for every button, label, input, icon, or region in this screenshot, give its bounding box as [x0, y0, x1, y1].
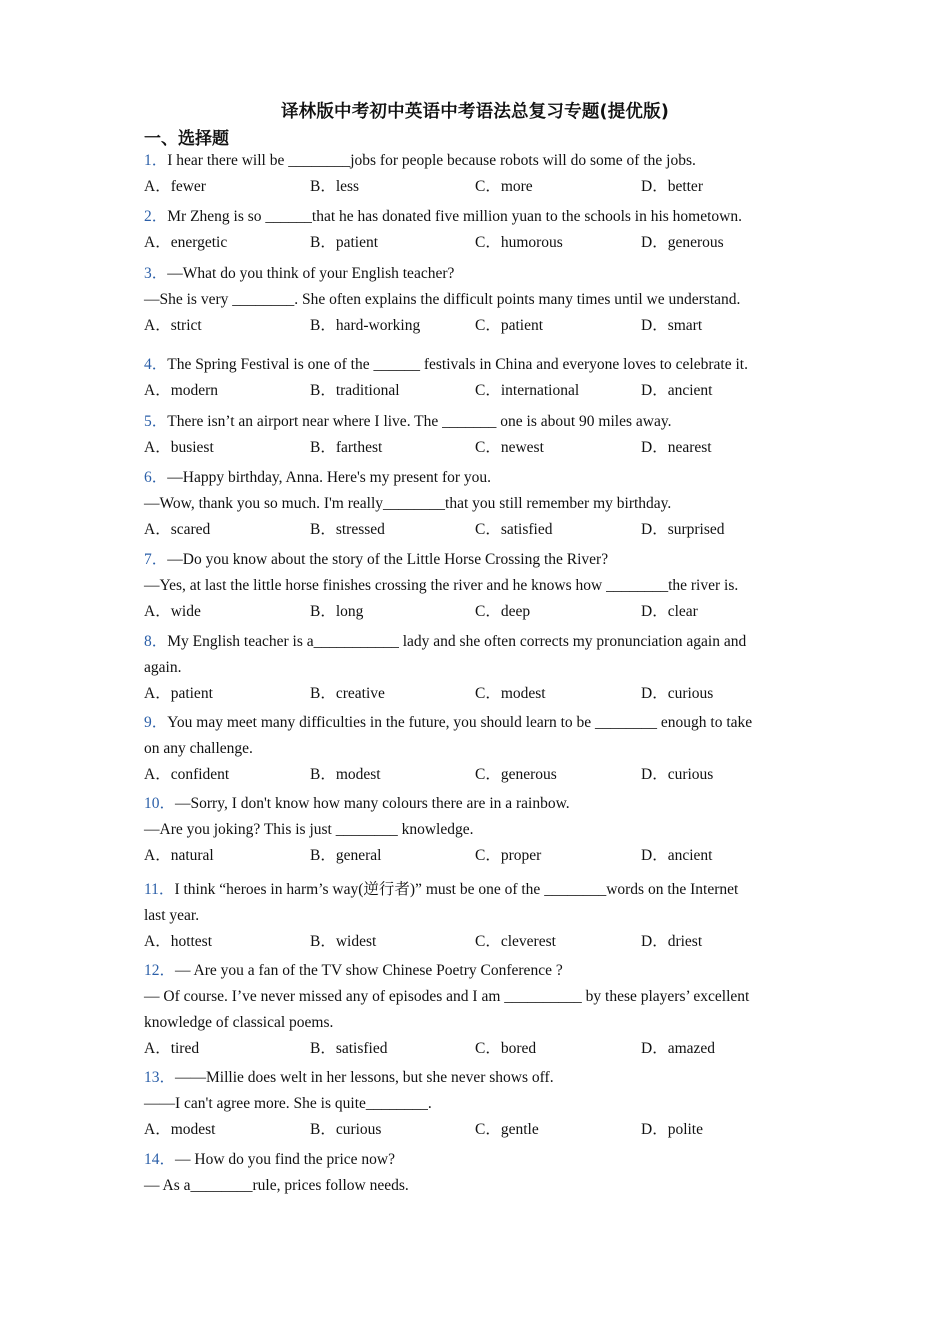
options-row — [144, 230, 812, 256]
option-b[interactable]: B．modest — [310, 766, 381, 783]
option-d[interactable]: D．better — [641, 178, 703, 195]
option-a[interactable]: A．hottest — [144, 933, 213, 950]
question-number: 6． — [144, 469, 168, 486]
question-number: 2． — [144, 208, 168, 225]
options-row — [144, 843, 812, 869]
question-number: 7． — [144, 551, 168, 568]
question-stem — [144, 877, 812, 903]
question-text-line: again. — [144, 659, 182, 676]
option-d[interactable]: D．surprised — [641, 521, 725, 538]
option-b[interactable]: B．satisfied — [310, 1040, 388, 1057]
option-d[interactable]: D．curious — [641, 766, 714, 783]
question-stem — [144, 791, 812, 817]
question-5 — [144, 409, 812, 461]
option-c[interactable]: C．deep — [475, 603, 531, 620]
question-text: —Sorry, I don't know how many colours there are in a rainbow. — [175, 795, 570, 812]
options-row — [144, 599, 812, 625]
question-text: — How do you find the price now? — [175, 1151, 395, 1168]
option-b[interactable]: B．long — [310, 603, 364, 620]
question-text: The Spring Festival is one of the ______ festivals in China and everyone loves to celebrate it. — [167, 356, 748, 373]
question-stem — [144, 710, 812, 736]
question-text-line: — As a________rule, prices follow needs. — [144, 1177, 409, 1194]
question-stem — [144, 1147, 812, 1173]
option-d[interactable]: D．ancient — [641, 847, 713, 864]
option-c[interactable]: C．humorous — [475, 234, 563, 251]
question-text-line: — Of course. I’ve never missed any of episodes and I am __________ by these players’ excellent — [144, 988, 750, 1005]
question-text-line: on any challenge. — [144, 740, 253, 757]
option-a[interactable]: A．fewer — [144, 178, 206, 195]
options-row — [144, 762, 812, 788]
option-b[interactable]: B．general — [310, 847, 382, 864]
question-text: —Do you know about the story of the Little Horse Crossing the River? — [167, 551, 609, 568]
question-text: My English teacher is a___________ lady and she often corrects my pronunciation again and — [167, 633, 747, 650]
question-number: 13． — [144, 1069, 176, 1086]
question-stem — [144, 148, 812, 174]
question-14 — [144, 1147, 812, 1199]
option-a[interactable]: A．modern — [144, 382, 219, 399]
question-stem — [144, 958, 812, 984]
question-8 — [144, 629, 812, 707]
question-text: ——Millie does welt in her lessons, but she never shows off. — [175, 1069, 554, 1086]
question-text-line: —She is very ________. She often explains the difficult points many times until we understand. — [144, 291, 741, 308]
question-number: 3． — [144, 265, 168, 282]
option-b[interactable]: B．stressed — [310, 521, 385, 538]
question-number: 5． — [144, 413, 168, 430]
option-b[interactable]: B．patient — [310, 234, 379, 251]
question-7 — [144, 547, 812, 625]
question-number: 8． — [144, 633, 168, 650]
option-a[interactable]: A．wide — [144, 603, 201, 620]
option-a[interactable]: A．energetic — [144, 234, 228, 251]
question-text-line: last year. — [144, 907, 200, 924]
option-a[interactable]: A．scared — [144, 521, 211, 538]
option-d[interactable]: D．curious — [641, 685, 714, 702]
question-stem — [144, 547, 812, 573]
question-text-line: —Wow, thank you so much. I'm really________that you still remember my birthday. — [144, 495, 672, 512]
option-d[interactable]: D．polite — [641, 1121, 703, 1138]
options-row — [144, 517, 812, 543]
options-row — [144, 1117, 812, 1143]
document-title: 译林版中考初中英语中考语法总复习专题(提优版) — [280, 102, 670, 122]
question-text: There isn’t an airport near where I live. The _______ one is about 90 miles away. — [167, 413, 672, 430]
option-c[interactable]: C．modest — [475, 685, 546, 702]
question-stem — [144, 1065, 812, 1091]
question-text: I think “heroes in harm’s way(逆行者)” must be one of the ________words on the Internet — [174, 881, 739, 898]
options-row — [144, 313, 812, 339]
option-a[interactable]: A．confident — [144, 766, 230, 783]
option-b[interactable]: B．curious — [310, 1121, 382, 1138]
question-number: 11． — [144, 881, 175, 898]
question-stem — [144, 409, 812, 435]
option-b[interactable]: B．widest — [310, 933, 377, 950]
option-d[interactable]: D．generous — [641, 234, 724, 251]
option-d[interactable]: D．amazed — [641, 1040, 716, 1057]
option-c[interactable]: C．generous — [475, 766, 557, 783]
option-c[interactable]: C．bored — [475, 1040, 537, 1057]
option-c[interactable]: C．cleverest — [475, 933, 556, 950]
question-3 — [144, 261, 812, 339]
option-b[interactable]: B．less — [310, 178, 360, 195]
question-10 — [144, 791, 812, 869]
option-d[interactable]: D．ancient — [641, 382, 713, 399]
options-row — [144, 1036, 812, 1062]
option-a[interactable]: A．strict — [144, 317, 202, 334]
question-text: I hear there will be ________jobs for people because robots will do some of the jobs. — [167, 152, 696, 169]
question-text: —What do you think of your English teacher? — [167, 265, 455, 282]
question-text-line: ——I can't agree more. She is quite________. — [144, 1095, 432, 1112]
option-c[interactable]: C．proper — [475, 847, 542, 864]
option-c[interactable]: C．newest — [475, 439, 544, 456]
option-c[interactable]: C．patient — [475, 317, 544, 334]
question-text: Mr Zheng is so ______that he has donated five million yuan to the schools in his hometown. — [167, 208, 742, 225]
question-stem — [144, 204, 812, 230]
question-number: 10． — [144, 795, 176, 812]
question-text-line: —Are you joking? This is just ________ knowledge. — [144, 821, 474, 838]
question-stem — [144, 629, 812, 655]
question-11 — [144, 877, 812, 955]
option-c[interactable]: C．satisfied — [475, 521, 553, 538]
option-b[interactable]: B．traditional — [310, 382, 400, 399]
question-9 — [144, 710, 812, 788]
question-6 — [144, 465, 812, 543]
question-number: 14． — [144, 1151, 176, 1168]
question-text-line: —Yes, at last the little horse finishes crossing the river and he knows how ________the river is. — [144, 577, 739, 594]
question-stem — [144, 261, 812, 287]
option-b[interactable]: B．farthest — [310, 439, 383, 456]
option-b[interactable]: B．hard-working — [310, 317, 421, 334]
question-text: —Happy birthday, Anna. Here's my present for you. — [167, 469, 492, 486]
question-text: You may meet many difficulties in the future, you should learn to be ________ enough to take — [167, 714, 753, 731]
question-stem — [144, 352, 812, 378]
option-d[interactable]: D．nearest — [641, 439, 712, 456]
option-a[interactable]: A．busiest — [144, 439, 214, 456]
option-c[interactable]: C．international — [475, 382, 580, 399]
option-d[interactable]: D．driest — [641, 933, 703, 950]
option-a[interactable]: A．patient — [144, 685, 213, 702]
question-number: 12． — [144, 962, 176, 979]
options-row — [144, 378, 812, 404]
question-stem — [144, 465, 812, 491]
options-row — [144, 174, 812, 200]
question-number: 9． — [144, 714, 168, 731]
option-c[interactable]: C．gentle — [475, 1121, 539, 1138]
question-13 — [144, 1065, 812, 1143]
options-row — [144, 929, 812, 955]
option-d[interactable]: D．smart — [641, 317, 703, 334]
question-4 — [144, 352, 812, 404]
options-row — [144, 681, 812, 707]
options-row — [144, 435, 812, 461]
question-number: 4． — [144, 356, 168, 373]
section-heading: 一、选择题 — [144, 129, 229, 149]
option-a[interactable]: A．natural — [144, 847, 214, 864]
question-text: — Are you a fan of the TV show Chinese Poetry Conference ? — [175, 962, 563, 979]
option-a[interactable]: A．tired — [144, 1040, 200, 1057]
question-number: 1． — [144, 152, 168, 169]
option-c[interactable]: C．more — [475, 178, 533, 195]
option-d[interactable]: D．clear — [641, 603, 698, 620]
question-12 — [144, 958, 812, 1062]
question-2 — [144, 204, 812, 256]
question-1 — [144, 148, 812, 200]
option-a[interactable]: A．modest — [144, 1121, 216, 1138]
question-text-line: knowledge of classical poems. — [144, 1014, 334, 1031]
option-b[interactable]: B．creative — [310, 685, 385, 702]
